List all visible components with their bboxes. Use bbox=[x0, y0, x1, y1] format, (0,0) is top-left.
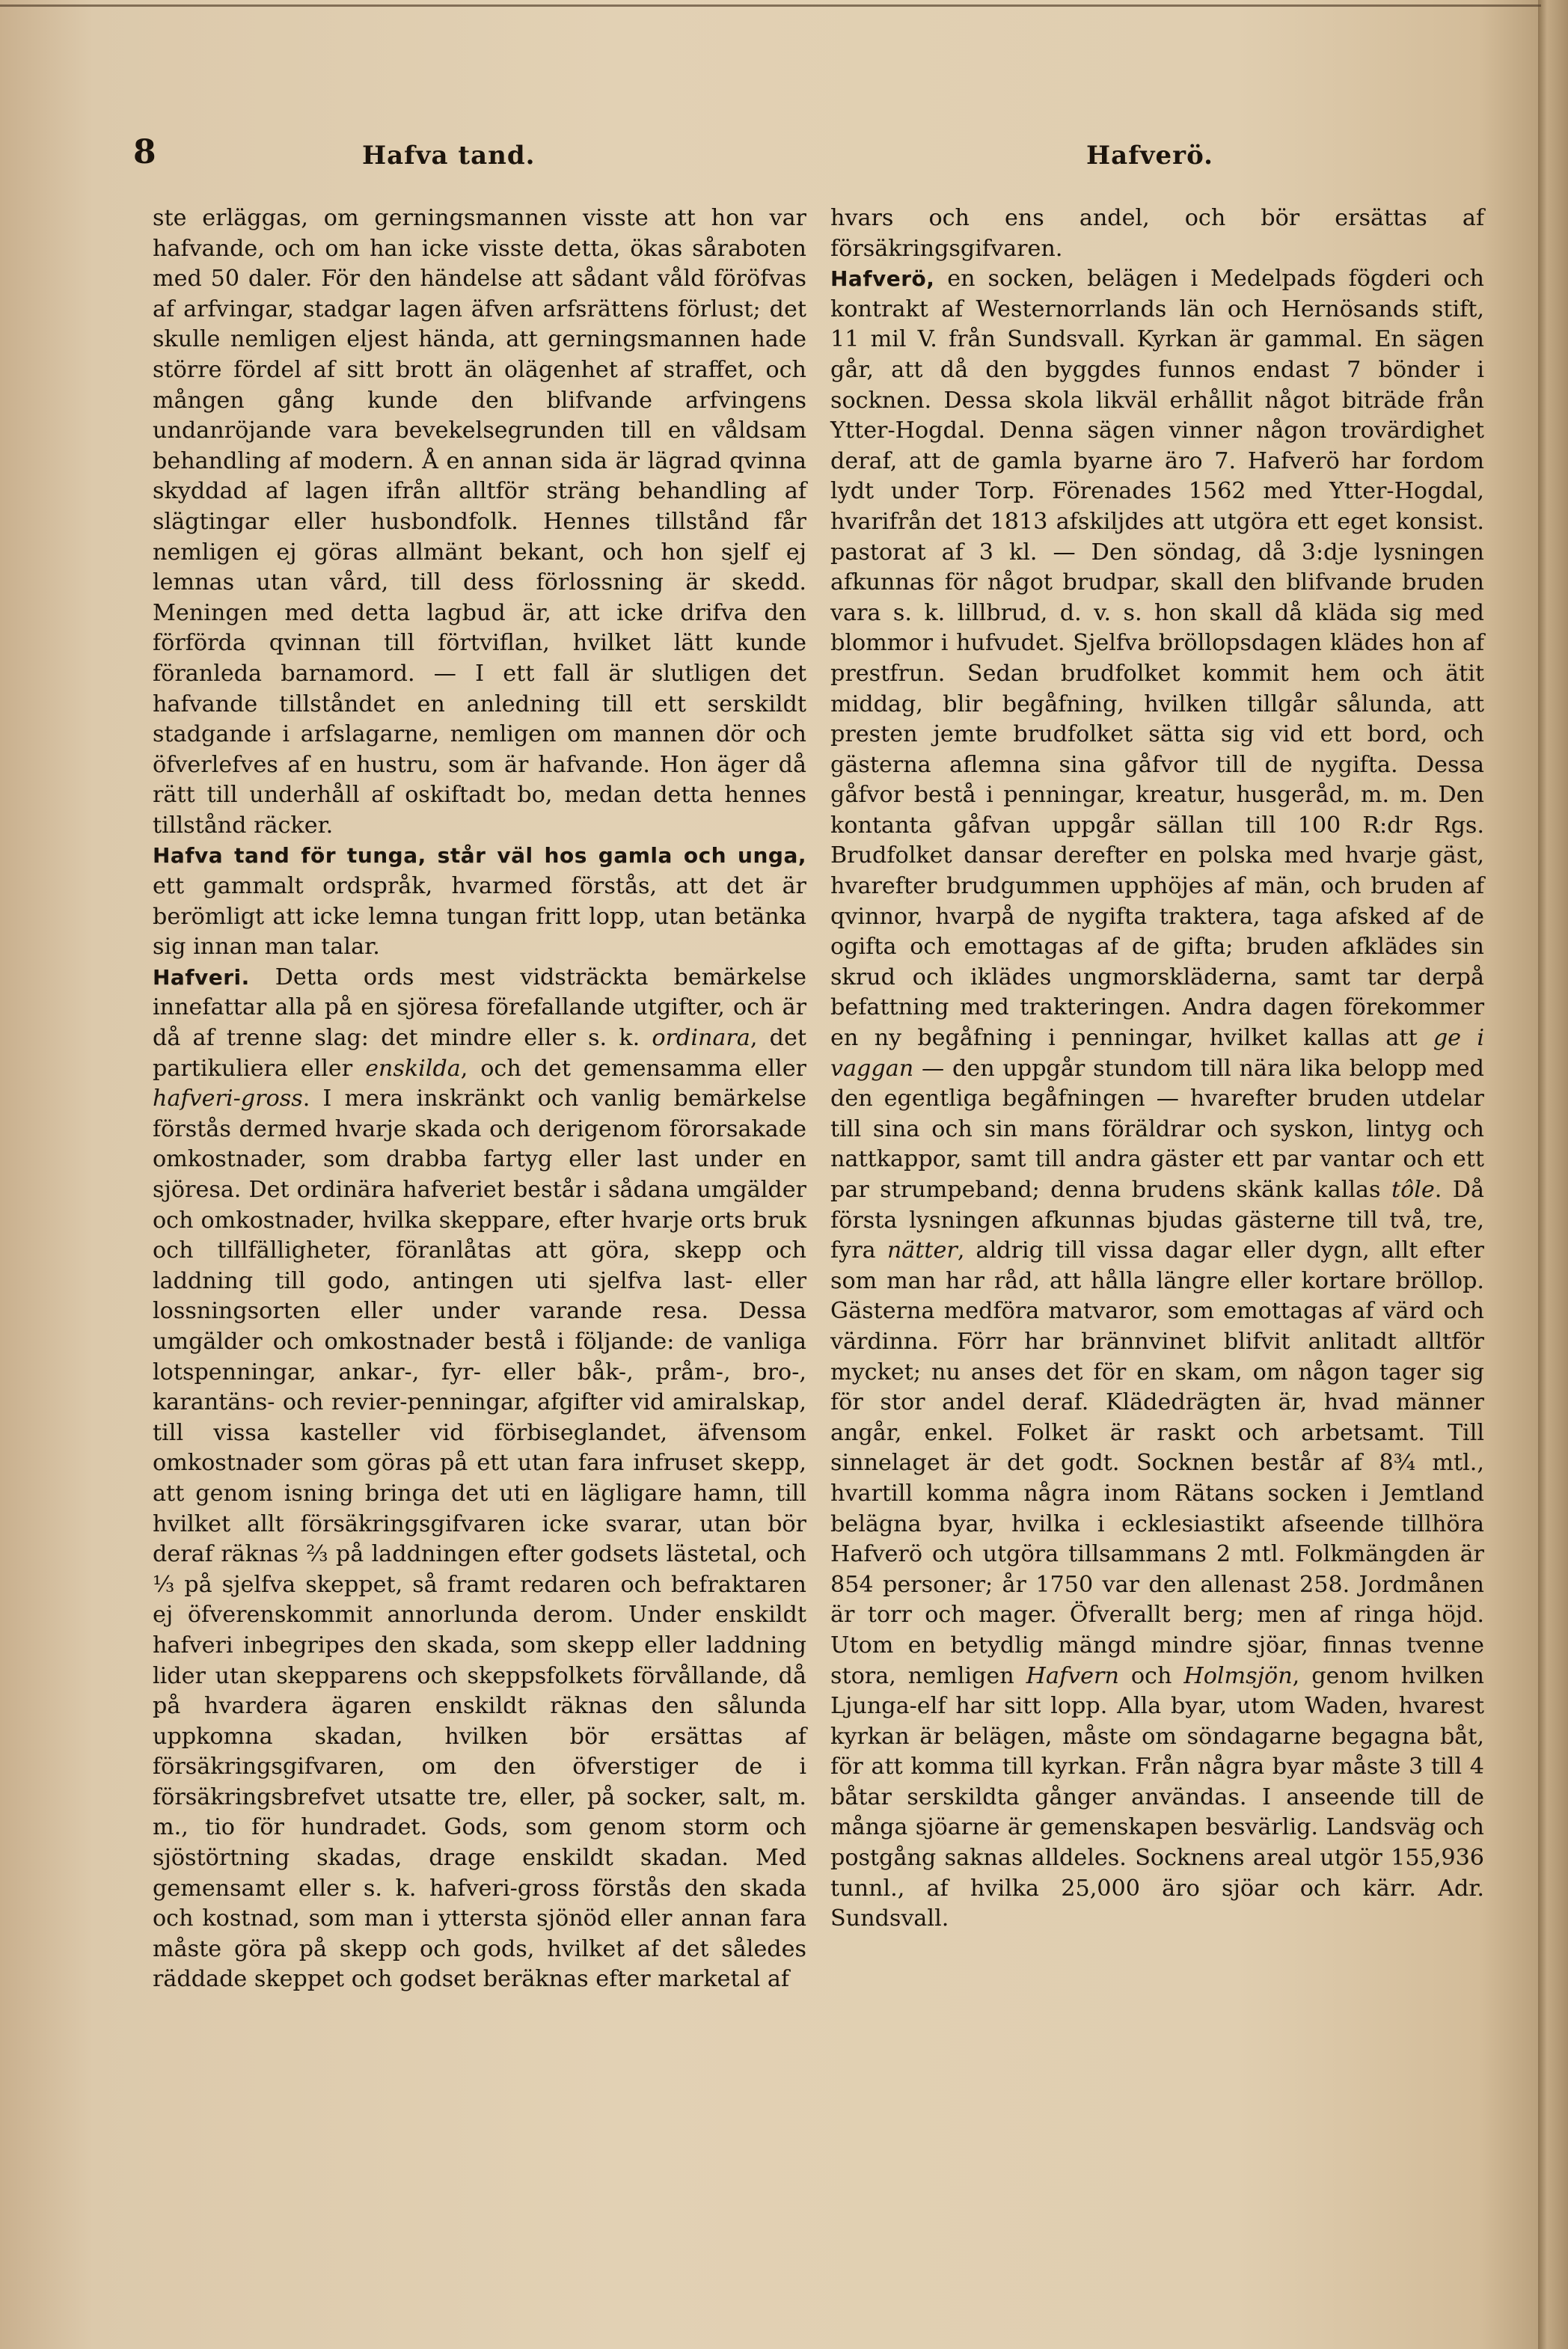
entry-hafveri bbox=[153, 963, 806, 1995]
right-column bbox=[830, 203, 1484, 1935]
italic-term: Hafvern bbox=[1026, 1662, 1119, 1689]
entry-hafvero bbox=[830, 264, 1484, 1935]
italic-term: hafveri-gross bbox=[153, 1085, 303, 1112]
entry-text: , aldrig till vissa dagar eller dygn, allt efter som man har råd, att hålla längre eller kortare bröllop. Gästerna medföra matvaror, som emottagas af värd och värdinna. Förr har brännvinet blifvit anlitadt alltför mycket; nu anses det för en skam, om någon tager sig för stor andel deraf. Klädedrägten är, hvad männer angår, enkel. Folket är raskt och arbetsamt. Till sinnelaget är det godt. Socknen består af 8¾ mtl., hvartill komma några inom Rätans socken i Jemtland belägna byar, hvilka i ecklesiastikt afseende tillhöra Hafverö och utgöra tillsammans 2 mtl. Folkmängden är 854 personer; år 1750 var den allenast 258. Jordmånen är torr och mager. Öfverallt berg; men af ringa höjd. Utom en betydlig mängd mindre sjöar, finnas tvenne stora, nemligen bbox=[830, 1237, 1484, 1689]
entry-headword: Hafveri. bbox=[153, 964, 250, 990]
top-rule bbox=[0, 4, 1541, 7]
italic-term: nätter bbox=[886, 1237, 958, 1264]
page-header bbox=[0, 133, 1489, 178]
page-number: 8 bbox=[133, 133, 156, 171]
entry-text: . Då första lysningen afkunnas bjudas gästerne till två, tre, fyra bbox=[830, 1177, 1484, 1264]
entry-text: . I mera inskränkt och vanlig bemärkelse förstås dermed hvarje skada och derigenom förorsakade omkostnader, som drabba fartyg eller last under en sjöresa. Det ordinära hafveriet består i sådana umgälder och omkostnader, hvilka skeppare, efter hvarje orts bruk och tillfälligheter, föranlåtas att göra, skepp och laddning till godo, antingen uti sjelfva last- eller lossningsorten eller under varande resa. Dessa umgälder och omkostnader bestå i följande: de vanliga lotspenningar, ankar-, fyr- eller båk-, pråm-, bro-, karantäns- och revier-penningar, afgifter vid amiralskap, till vissa kasteller vid förbiseglandet, äfvensom omkostnader som göras på ett utan fara infruset skepp, att genom isning bringa det uti en lägligare hamn, till hvilket allt försäkringsgifvaren icke svarar, utan bör deraf räknas ⅔ på laddningen efter godsets lästetal, och ⅓ på sjelfva skeppet, så framt redaren och befraktaren ej öfverenskommit annorlunda derom. Under enskildt hafveri inbegripes den skada, som skepp eller laddning lider utan skepparens och skeppsfolkets förvållande, då på hvardera ägaren enskildt räknas den sålunda uppkomna skadan, hvilken bör ersättas af försäkringsgifvaren, om den öfverstiger de i försäkringsbrefvet utsatte tre, eller, på socker, salt, m. m., tio för hundradet. Gods, som genom storm och sjöstörtning skadas, drage enskildt skadan. Med gemensamt eller s. k. hafveri-gross förstås den skada och kostnad, som man i yttersta sjönöd eller annan fara måste göra på skepp och gods, hvilket af det således räddade skeppet och godset beräknas efter marketal af bbox=[153, 1085, 806, 1993]
right-running-head: Hafverö. bbox=[1086, 141, 1213, 171]
italic-term: ge i vaggan bbox=[830, 1025, 1484, 1082]
paragraph-continuation bbox=[830, 203, 1484, 264]
entry-text: ett gammalt ordspråk, hvarmed förstås, att det är berömligt att icke lemna tungan fritt lopp, utan betänka sig innan man talar. bbox=[153, 873, 806, 961]
paragraph-continuation bbox=[153, 203, 806, 841]
italic-term: tôle bbox=[1391, 1177, 1435, 1203]
left-column bbox=[153, 203, 806, 1995]
entry-text: Detta ords mest vidsträckta bemärkelse innefattar alla på en sjöresa förefallande utgifter, och är då af trenne slag: det mindre eller s. k. bbox=[153, 964, 806, 1052]
entry-text: en socken, belägen i Medelpads fögderi och kontrakt af Westernorrlands län och Hernösands stift, 11 mil V. från Sundsvall. Kyrkan är gammal. En sägen går, att då den byggdes funnos endast 7 bönder i socknen. Dessa skola likväl erhållit något biträde från Ytter-Hogdal. Denna sägen vinner någon trovärdighet deraf, att de gamla byarne äro 7. Hafverö har fordom lydt under Torp. Förenades 1562 med Ytter-Hogdal, hvarifrån det 1813 afskiljdes att utgöra ett eget konsist. pastorat af 3 kl. — Den söndag, då 3:dje lysningen afkunnas för något brudpar, skall den blifvande bruden vara s. k. lillbrud, d. v. s. hon skall då kläda sig med blommor i hufvudet. Sjelfva bröllopsdagen klädes hon af prestfrun. Sedan brudfolket kommit hem och ätit middag, blir begåfning, hvilken tillgår sålunda, att presten jemte brudfolket sätta sig vid ett bord, och gästerna aflemna sina gåfvor till de nygifta. Dessa gåfvor bestå i penningar, kreatur, husgeråd, m. m. Den kontanta gåfvan uppgår sällan till 100 R:dr Rgs. Brudfolket dansar derefter en polska med hvarje gäst, hvarefter brudgummen upphöjes af män, och bruden af qvinnor, hvarpå de nygifta traktera, taga afsked af de ogifta och emottagas af de gifta; bruden afklädes sin skrud och iklädes ungmorskläderna, samt tar derpå befattning med trakteringen. Andra dagen förekommer en ny begåfning i penningar, hvilket kallas att bbox=[830, 266, 1484, 1052]
entry-text: och bbox=[1118, 1662, 1184, 1689]
entry-hafva-tand-for-tunga bbox=[153, 841, 806, 962]
entry-headword: Hafverö, bbox=[830, 266, 935, 292]
entry-text: , det partikuliera eller bbox=[153, 1025, 806, 1082]
entry-text: — den uppgår stundom till nära lika belopp med den egentliga begåfningen — hvarefter bruden utdelar till sina och sin mans föräldrar och syskon, lintyg och nattkappor, samt till andra gäster ett par vantar och ett par strumpeband; denna brudens skänk kallas bbox=[830, 1055, 1484, 1203]
page-edge bbox=[1538, 0, 1568, 2349]
entry-text: , och det gemensamma eller bbox=[460, 1055, 806, 1082]
left-running-head: Hafva tand. bbox=[362, 141, 536, 171]
italic-term: enskilda bbox=[365, 1055, 461, 1082]
entry-text: , genom hvilken Ljunga-elf har sitt lopp. Alla byar, utom Waden, hvarest kyrkan är belägen, måste om söndagarne begagna båt, för att komma till kyrkan. Från några byar måste 3 till 4 båtar serskildta gånger användas. I anseende till de många sjöarne är gemenskapen besvärlig. Landsväg och postgång saknas alldeles. Socknens areal utgör 155,936 tunnl., af hvilka 25,000 äro sjöar och kärr. Adr. Sundsvall. bbox=[830, 1662, 1485, 1932]
italic-term: ordinara bbox=[652, 1025, 750, 1052]
paragraph-text: hvars och ens andel, och bör ersättas af försäkringsgifvaren. bbox=[830, 205, 1484, 262]
paragraph-text: ste erläggas, om gerningsmannen visste att hon var hafvande, och om han icke visste detta, ökas såraboten med 50 daler. För den händelse att sådant våld föröfvas af arfvingar, stadgar lagen äfven arfsrättens förlust; det skulle nemligen eljest hända, att gerningsmannen hade större fördel af sitt brott än olägenhet af straffet, och mången gång kunde den blifvande arfvingens undanröjande vara bevekelsegrunden till en våldsam behandling af modern. Å en annan sida är lägrad qvinna skyddad af lagen ifrån alltför sträng behandling af slägtingar eller husbondfolk. Hennes tillstånd får nemligen ej göras allmänt bekant, och hon sjelf ej lemnas utan vård, till dess förlossning är skedd. Meningen med detta lagbud är, att icke drifva den förförda qvinnan till förtviflan, hvilket lätt kunde föranleda barnamord. — I ett fall är slutligen det hafvande tillståndet en anledning till ett serskildt stadgande i arfslagarne, nemligen om mannen dör och öfverlefves af en hustru, som är hafvande. Hon äger då rätt till underhåll af oskiftadt bo, medan detta hennes tillstånd räcker. bbox=[153, 205, 806, 839]
entry-headword: Hafva tand för tunga, står väl hos gamla och unga, bbox=[153, 843, 806, 869]
italic-term: Holmsjön bbox=[1183, 1662, 1293, 1689]
